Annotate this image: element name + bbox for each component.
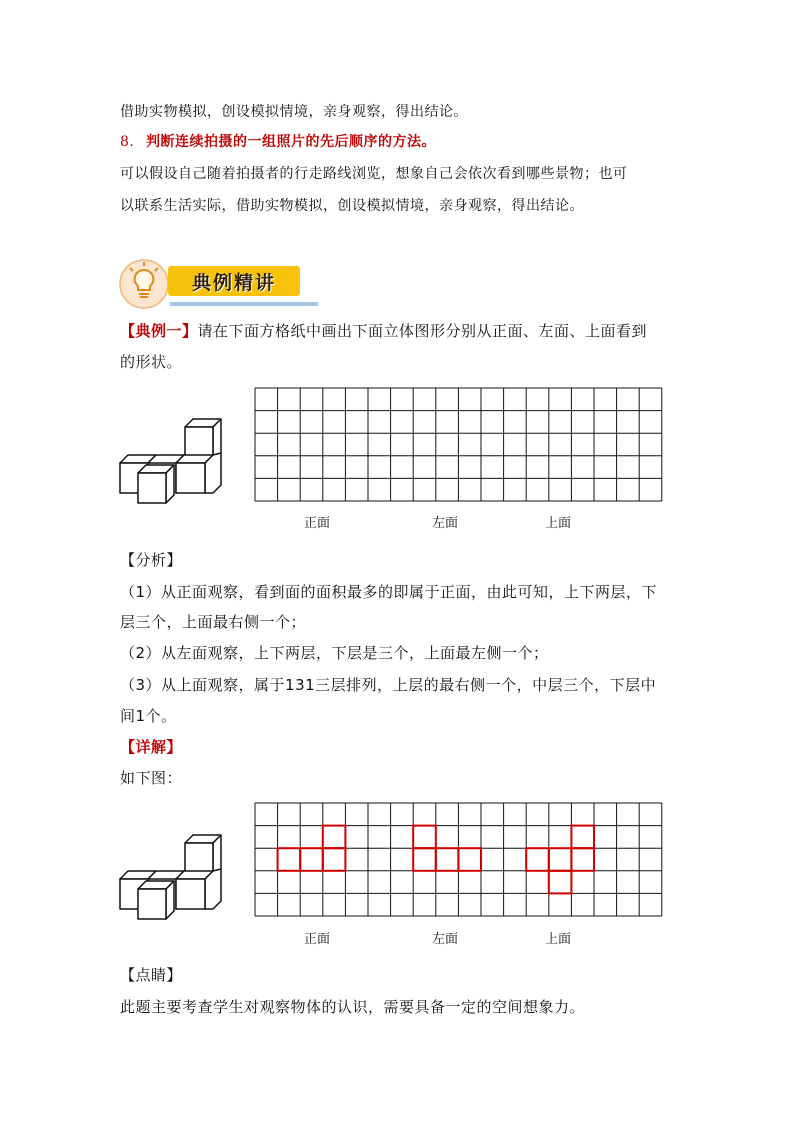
analysis-heading: 【分析】 — [120, 551, 183, 569]
analysis-p3-line-2: 间1个。 — [120, 707, 177, 725]
item-8-text-line-1: 可以假设自己随着拍摄者的行走路线浏览，想象自己会依次看到哪些景物；也可 — [120, 166, 628, 182]
front-view-square — [278, 848, 301, 871]
top-view-square — [526, 848, 549, 871]
cube-figure-answer — [118, 831, 228, 921]
analysis-p3-line-1: （3）从上面观察，属于131三层排列，上层的最右侧一个，中层三个，下层中 — [120, 676, 657, 694]
answer-label-top: 上面 — [545, 932, 572, 947]
empty-grid — [254, 387, 664, 503]
label-left: 左面 — [432, 516, 459, 531]
example-tag: 【典例一】 — [120, 322, 198, 340]
answer-label-front: 正面 — [304, 932, 331, 947]
cube-figure — [118, 415, 228, 505]
analysis-p1-line-2: 层三个，上面最右侧一个； — [120, 613, 307, 631]
example-question-line-1 — [120, 321, 647, 341]
left-view-square — [413, 826, 436, 849]
point-heading: 【点睛】 — [120, 966, 183, 984]
label-front: 正面 — [304, 516, 331, 531]
detail-heading: 【详解】 — [120, 738, 183, 756]
detail-text: 如下图： — [120, 769, 183, 787]
left-view-square — [413, 848, 436, 871]
intro-line: 借助实物模拟，创设模拟情境，亲身观察，得出结论。 — [120, 104, 468, 120]
top-view-square — [571, 826, 594, 849]
label-top: 上面 — [545, 516, 572, 531]
item-8-text-line-2: 以联系生活实际，借助实物模拟，创设模拟情境，亲身观察，得出结论。 — [120, 198, 584, 214]
left-view-square — [458, 848, 481, 871]
answer-grid — [254, 802, 664, 918]
answer-label-left: 左面 — [432, 932, 459, 947]
point-text: 此题主要考查学生对观察物体的认识，需要具备一定的空间想象力。 — [120, 998, 586, 1016]
item-8-heading — [120, 132, 436, 152]
analysis-p1-line-1: （1）从正面观察，看到面的面积最多的即属于正面，由此可知，上下两层，下 — [120, 583, 658, 601]
front-view-square — [323, 826, 346, 849]
analysis-p2: （2）从左面观察，上下两层，下层是三个，上面最左侧一个； — [120, 644, 549, 662]
top-view-square — [549, 848, 572, 871]
front-view-square — [300, 848, 323, 871]
top-view-square — [549, 871, 572, 894]
example-question-line-2: 的形状。 — [120, 353, 183, 371]
banner-underline — [170, 302, 318, 306]
item-title: 判断连续拍摄的一组照片的先后顺序的方法。 — [146, 134, 436, 150]
front-view-square — [323, 848, 346, 871]
section-banner — [118, 258, 318, 310]
banner-title: 典例精讲 — [192, 272, 277, 294]
item-number: 8. — [120, 134, 135, 150]
top-view-square — [571, 848, 594, 871]
lightbulb-icon — [118, 258, 172, 312]
left-view-square — [436, 848, 459, 871]
example-question-text: 请在下面方格纸中画出下面立体图形分别从正面、左面、上面看到 — [197, 322, 648, 340]
